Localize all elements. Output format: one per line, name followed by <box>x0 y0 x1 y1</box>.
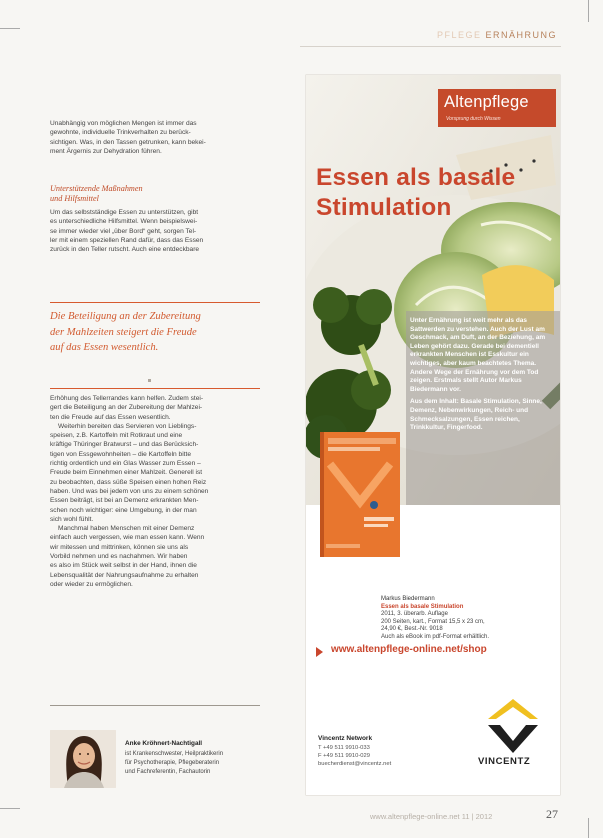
author-name: Anke Kröhnert-Nachtigall <box>125 740 203 747</box>
logo-subtitle: Vorsprung durch Wissen <box>446 116 501 122</box>
book-detail: 2011, 3. überarb. Auflage <box>381 611 448 617</box>
book-author: Markus Biedermann <box>381 596 435 602</box>
text-line: wir mitessen und mittrinken, können sie uns als <box>50 543 189 551</box>
book-detail: Auch als eBook im pdf-Format erhältlich. <box>381 633 490 640</box>
crop-mark <box>0 808 20 809</box>
text-line: se immer wieder viel „über Bord“ geht, sorgen Tel- <box>50 227 197 235</box>
logo-title: Altenpflege <box>444 93 529 111</box>
pull-quote-line: Die Beteiligung an der Zubereitung <box>50 311 201 322</box>
text-line: Vorbild nehmen und es nachahmen. Wir haben <box>50 553 188 561</box>
text-line: Lebensqualität der Nahrungsaufnahme zu erhalten <box>50 571 199 579</box>
arrow-right-icon <box>316 647 323 657</box>
text-line: oder wieder zu ermöglichen. <box>50 580 133 588</box>
text-line: es also im Stück weit selbst in der Hand, ihnen die <box>50 562 197 570</box>
author-bio-line: ist Krankenschwester, Heilpraktikerin <box>125 751 224 757</box>
ad-headline-line: Essen als basale <box>316 164 516 191</box>
text-line: sich wohl fühlt. <box>50 515 94 523</box>
vincentz-wordmark: VINCENTZ <box>478 756 531 767</box>
text-line: ment Ärgernis zur Dehydration führen. <box>50 147 162 155</box>
shop-url[interactable]: www.altenpflege-online.net/shop <box>331 644 487 655</box>
book-advertisement <box>306 75 560 795</box>
text-line: gert die Beteiligung an der Zubereitung der Mahlzei- <box>50 404 203 412</box>
text-line: speisen, z.B. Kartoffeln mit Rotkraut und eine <box>50 432 183 440</box>
text-line: zurück in den Teller rutscht. Auch eine entdeckbare <box>50 246 200 254</box>
book-info <box>381 596 489 641</box>
text-line: tigen von Essgewohnheiten – die Kartoffeln bitte <box>50 450 192 458</box>
book-cover <box>320 432 400 557</box>
section-header <box>437 30 557 40</box>
text-line: Essen beiträgt, ist bei an Demenz erkrankten Men- <box>50 497 199 505</box>
contact-fax: F +49 511 9910-029 <box>318 753 370 759</box>
crop-mark <box>588 818 589 838</box>
book-title: Essen als basale Stimulation <box>381 603 464 610</box>
text-line: einfach auch vergessen, wie man essen kann. Wenn <box>50 534 205 542</box>
ad-blurb <box>410 317 555 433</box>
subheading-line: und Hilfsmittel <box>50 194 99 203</box>
publisher-name: Vincentz Network <box>318 735 373 742</box>
intro-paragraph <box>50 119 260 156</box>
book-detail: 24,90 €, Best.-Nr. 9018 <box>381 626 443 632</box>
contact-email[interactable]: buecherdienst@vincentz.net <box>318 761 392 767</box>
body-paragraph <box>50 394 260 589</box>
text-line: ten die Freude auf das Essen wesentlich. <box>50 413 171 421</box>
section-prefix: PFLEGE <box>436 30 482 40</box>
book-detail: 200 Seiten, kart., Format 15,5 x 23 cm, <box>381 618 485 625</box>
text-line: Freude beim Einnehmen einer Mahlzeit. Generell ist <box>50 469 203 477</box>
subheading-line: Unterstützende Maßnahmen <box>50 184 143 193</box>
altenpflege-logo <box>438 89 556 127</box>
crop-mark <box>0 28 20 29</box>
pull-quote-line: auf das Essen wesentlich. <box>50 342 159 353</box>
ad-headline <box>316 163 515 223</box>
text-line: Unabhängig von möglichen Mengen ist immer das <box>50 120 197 127</box>
text-line: richtig ordentlich und ein Glas Wasser zum Essen – <box>50 460 201 468</box>
header-rule <box>300 46 561 47</box>
blurb-main: Unter Ernährung ist weit mehr als das Sattwerden zu verstehen. Auch der Lust am Geschmack, am Duft, an der Beziehung, am Leben gehört dazu. Gerade bei dementiell erkrankten Menschen ist Esskultur ein wichtiges, aber kaum beachtetes Thema. Andere Wege der Ernährung vor dem Tod zeigen. Erstmals stellt Autor Markus Biedermann vor. <box>410 317 546 393</box>
author-photo <box>50 730 116 788</box>
contact-phone: T +49 511 9910-033 <box>318 745 370 751</box>
text-line: ler mit einem speziellen Rand dafür, dass das Essen <box>50 236 204 244</box>
separator-dot <box>148 379 151 382</box>
text-line: sichtigen. Was, in den Tassen getrunken, kann bekei- <box>50 138 206 146</box>
page-number: 27 <box>546 807 558 821</box>
text-line: Manchmal haben Menschen mit einer Demenz <box>58 525 195 533</box>
ad-headline-line: Stimulation <box>316 194 452 221</box>
pull-quote-line: der Mahlzeiten steigert die Freude <box>50 326 197 338</box>
text-line: gewohnte, individuelle Trinkverhalten zu berück- <box>50 129 191 137</box>
text-line: zu beobachten, dass süße Speisen einen hohen Reiz <box>50 478 207 486</box>
text-line: Weiterhin bereiten das Servieren von Lieblings- <box>58 422 197 430</box>
footer-url: www.altenpflege-online.net 11 | 2012 <box>370 812 493 821</box>
crop-mark <box>588 0 589 22</box>
text-line: Erhöhung des Tellerrandes kann helfen. Zudem stei- <box>50 395 204 402</box>
author-rule <box>50 705 260 706</box>
text-line: kräftige Thüringer Bratwurst – und das Berücksich- <box>50 441 199 449</box>
pull-quote <box>50 309 260 356</box>
pull-quote-rule-bottom <box>50 388 260 389</box>
author-bio-line: und Fachreferentin, Fachautorin <box>125 769 211 775</box>
text-line: schen noch wichtiger: eine Umgebung, in der man <box>50 506 197 514</box>
text-line: es unterschiedliche Hilfsmittel. Wenn beispielswei- <box>50 218 198 226</box>
text-line: Um das selbstständige Essen zu unterstützen, gibt <box>50 209 199 216</box>
section-title: ERNÄHRUNG <box>485 30 557 40</box>
blurb-topics: Aus dem Inhalt: Basale Stimulation, Sinne, Demenz, Nebenwirkungen, Reich- und Schmecksalzungen, Essen reichen, Trinkkultur, Fingerfood. <box>410 398 542 432</box>
author-bio-line: für Psychotherapie, Pflegeberaterin <box>125 760 220 766</box>
subheading <box>50 184 260 204</box>
text-line: haben. Und was bei jedem von uns zu einem schönen <box>50 487 209 495</box>
support-paragraph <box>50 208 260 254</box>
pull-quote-rule-top <box>50 302 260 303</box>
